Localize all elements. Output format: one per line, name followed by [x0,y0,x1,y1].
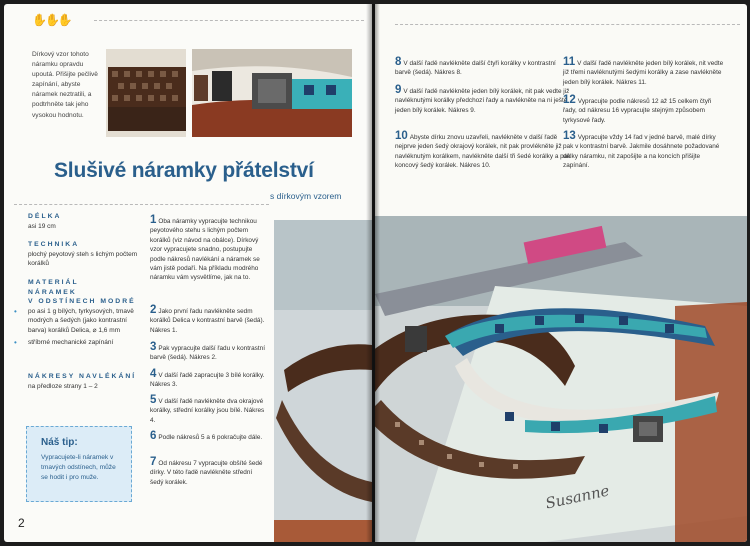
main-photo-left-part [274,220,372,542]
step-number: 11 [563,56,576,68]
step-9 [395,86,571,115]
bracelet-closeup-photo-2 [192,49,352,137]
step-text: Oba náramky vypracujte technikou peyotového stehu s lichým počtem korálků (viz návod na obálce). Dírkový vzor vypracujete snadno, postupujte podle nákresů navlékání a náramek se vám jistě podaří. Na příkladu modrého náramku vám vysvětlíme, jak na to. [150,218,260,282]
step-text: Vypracujte podle nákresů 12 až 15 celkem čtyři řady, od nákresu 16 vypracujte stejným způsobem tyrkysové řady. [563,98,712,124]
step-4 [150,370,266,390]
step-6 [150,432,266,442]
step-7 [150,458,266,487]
step-number: 5 [150,394,157,406]
step-number: 3 [150,341,157,353]
step-1 [150,216,266,283]
spec-material-heading-1: MATERIÁL [28,279,79,286]
step-number: 9 [395,84,402,96]
step-2 [150,306,266,335]
spec-tools-value: na předloze strany 1 – 2 [28,382,98,390]
hands-icon: ✋✋✋ [32,13,71,27]
blue-bracelet-image [192,49,352,137]
bracelet-closeup-photo-1 [106,49,186,137]
step-number: 13 [563,130,576,142]
step-number: 7 [150,456,157,468]
step-text: Pak vypracujte další řadu v kontrastní barvě (šedá). Nákres 2. [150,345,265,362]
step-number: 10 [395,130,408,142]
step-3 [150,343,266,363]
spec-material-heading-2: NÁRAMEK [28,288,77,296]
step-text: Od nákresu 7 vypracujte obšíté šedé dírky. V této řadě navlékněte střední šedý korálek. [150,460,263,486]
step-text: V další řadě navlékněte jeden bílý korálek, nit pak vedte již navléknutými korálky předchozí řady a navlékněte na ni ještě jeden bílý korálek. Nákres 9. [395,88,570,114]
step-text: V další řadě navlékněte jeden bílý korálek, nit vedte již třemi navléknutými šedými korálky a zase navlékněte jeden bílý korálek. Nákres 11. [563,60,724,86]
step-number: 4 [150,368,157,380]
step-11 [563,58,725,87]
tip-heading: Náš tip: [41,437,78,448]
step-text: V další řadě navlékněte další čtyři korálky v kontrastní barvě (šedá). Nákres 8. [395,60,556,77]
spec-length [28,212,138,231]
brown-bracelet-image [106,49,186,137]
step-number: 8 [395,56,402,68]
step-text: V další řadě navlékněte dva okrajové korálky, střední korálky jsou bílé. Nákres 4. [150,398,265,424]
card-handwriting: Susanne [543,481,611,513]
step-text: Abyste dírku znovu uzavřeli, navlékněte v další řadě nejprve jeden šedý okrajový korálek, nit pak provlékněte již navléknutým korálkem, navlékněte další tři šedé korálky a pak koncový šedý korálek. Nákres 10. [395,134,571,170]
step-number: 2 [150,304,157,316]
step-8 [395,58,571,78]
bullet-icon: • [14,306,17,316]
step-12 [563,96,725,125]
page-number: 2 [18,516,25,530]
spec-length-heading: DÉLKA [28,213,62,220]
tip-body: Vypracujete-li náramek v tmavých odstínech, může se hodit i pro muže. [41,454,116,481]
step-number: 12 [563,94,576,106]
spec-material-heading-3: V ODSTÍNECH MODRÉ [28,298,136,305]
page-title: Slušivé náramky přátelství [54,159,314,182]
step-text: Podle nákresů 5 a 6 pokračujte dále. [158,434,263,441]
bullet-icon: • [14,338,17,347]
step-text: Vypracujte vždy 14 řad v jedné barvě, malé dírky pak v kontrastní barvě. Jakmile dosáhnete požadované délky náramku, nit zapošijte a na koncích přišijte zapínání. [563,134,720,170]
step-10 [395,132,571,171]
spec-tools-heading: NÁKRESY NAVLÉKÁNÍ [28,373,137,380]
page-subtitle: s dírkovým vzorem [270,191,342,201]
main-bracelet-photo [375,216,747,542]
spec-material-item-1-wrap [14,306,138,336]
divider [94,20,364,21]
divider [395,24,740,25]
step-number: 6 [150,430,157,442]
step-number: 1 [150,214,157,226]
spec-technique-heading: TECHNIKA [28,241,80,248]
spec-tools [28,372,138,391]
step-text: V další řadě zapracujte 3 bílé korálky. Nákres 3. [150,372,265,389]
divider [14,204,269,205]
step-13 [563,132,725,171]
intro-text: Dírkový vzor tohoto náramku opravdu upoutá. Přišijte pečlivě zapínání, abyste náramek neztratili, a podtrhněte tak jeho vysokou hodnotu. [32,51,98,119]
spec-material-item-1: po asi 1 g bílých, tyrkysových, tmavě modrých a šedých (jako kontrastní barva) korálků Delica, ⌀ 1,6 mm [28,307,134,334]
spec-material [14,278,138,348]
spec-length-value: asi 19 cm [28,222,56,230]
spec-material-item-2: stříbrné mechanické zapínání [28,339,114,346]
spec-material-item-2-wrap [14,338,138,348]
left-page [4,4,372,542]
step-5 [150,396,266,425]
spec-technique-value: plochý peyotový steh s lichým počtem korálků [28,250,138,267]
right-page [375,4,747,542]
bracelet-photo-left-image [274,220,372,542]
spec-technique [28,240,138,269]
tip-box [26,426,132,502]
step-text: Jako první řadu navlékněte sedm korálků Delica v kontrastní barvě (šedá). Nákres 1. [150,308,265,334]
